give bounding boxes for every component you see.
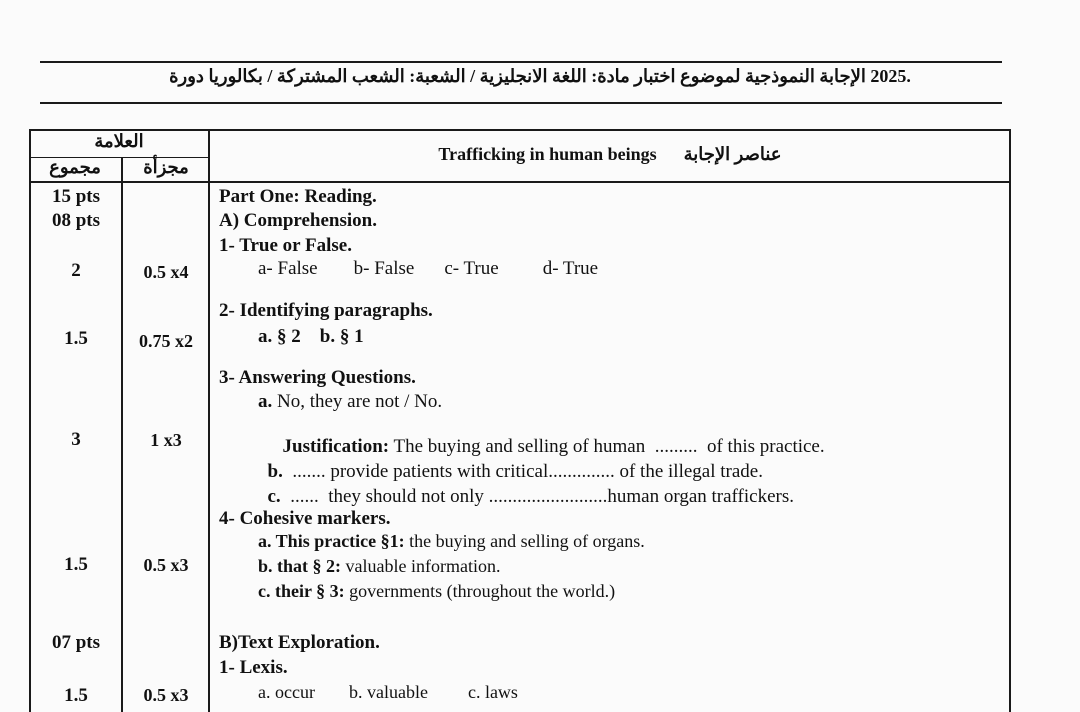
q1-answer: b- False (353, 258, 415, 279)
total-mark: 07 pts (51, 632, 101, 653)
q3-title: 3- Answering Questions. (219, 367, 416, 388)
q4-item (258, 581, 615, 602)
q4-item-text: governments (throughout the world.) (344, 581, 616, 601)
q3-answer-c (258, 464, 794, 508)
justification-label: Justification: (282, 436, 390, 457)
q1-answer: c- True (444, 258, 499, 279)
q4-item-text: valuable information. (341, 556, 501, 576)
partial-mark: 0.75 x2 (139, 331, 193, 351)
q3-b-text: ....... provide patients with critical.............. of the illegal trade. (282, 461, 763, 482)
partial-header: مجزأة (143, 157, 189, 177)
table-header-bottom-border (29, 181, 1011, 183)
justification-text: The buying and selling of human ......... of this practice. (389, 436, 825, 457)
lexis-answers (258, 682, 518, 703)
q1-title: 1- True or False. (219, 235, 352, 256)
section-b-heading: B)Text Exploration. (219, 632, 380, 653)
q2-title: 2- Identifying paragraphs. (219, 300, 433, 321)
header-year: 2025. (870, 66, 911, 86)
total-mark: 2 (71, 260, 81, 281)
marks-divider (208, 129, 210, 712)
section-a-heading: A) Comprehension. (219, 210, 377, 231)
total-mark: 08 pts (51, 210, 101, 231)
table-title-arabic: عناصر الإجابة (683, 144, 782, 164)
q4-item-label: b. that § 2: (258, 556, 342, 576)
header-top-rule (40, 61, 1002, 63)
mark-header: العلامة (94, 131, 144, 151)
table-right-border (1009, 129, 1011, 712)
header-bottom-rule (40, 102, 1002, 104)
q3-c-text: ...... they should not only .........................human organ traffickers. (280, 486, 794, 507)
q1-answer: d- True (542, 258, 599, 279)
q1-answers (258, 258, 598, 280)
total-mark: 1.5 (64, 328, 88, 349)
document-header (0, 66, 1080, 87)
q4-item (258, 531, 645, 552)
table-title-english: Trafficking in human beings (438, 144, 657, 164)
part-one-heading: Part One: Reading. (219, 186, 377, 207)
q1-answer: a- False (258, 258, 318, 279)
partial-mark: 0.5 x3 (143, 685, 189, 705)
partial-mark: 1 x3 (150, 430, 182, 450)
q3-c-label: c. (267, 486, 281, 507)
lexis-answer: c. laws (467, 682, 518, 702)
q2-answers: a. § 2 b. § 1 (258, 326, 364, 347)
q4-item-label: a. This practice §1: (258, 531, 405, 551)
q4-item-text: the buying and selling of organs. (404, 531, 645, 551)
q4-item-label: c. their § 3: (258, 581, 345, 601)
total-mark: 1.5 (64, 554, 88, 575)
q3-a-label: a. (258, 391, 273, 412)
total-mark: 3 (71, 429, 81, 450)
lexis-answer: b. valuable (348, 682, 428, 702)
partial-mark: 0.5 x3 (143, 555, 189, 575)
lexis-answer: a. occur (258, 682, 315, 702)
total-mark: 15 pts (51, 186, 101, 207)
q3-b-label: b. (267, 461, 283, 482)
header-title-arabic: الإجابة النموذجية لموضوع اختبار مادة: اللغة الانجليزية / الشعبة: الشعب المشتركة / بكالوريا دورة (169, 66, 866, 86)
partial-mark: 0.5 x4 (143, 262, 189, 282)
q4-item (258, 556, 500, 577)
total-header: مجموع (49, 157, 101, 177)
lexis-title: 1- Lexis. (219, 657, 288, 678)
table-title (210, 144, 1010, 165)
q4-title: 4- Cohesive markers. (219, 508, 391, 529)
q3-answer-a: a. No, they are not / No. (258, 391, 443, 412)
total-mark: 1.5 (64, 685, 88, 706)
